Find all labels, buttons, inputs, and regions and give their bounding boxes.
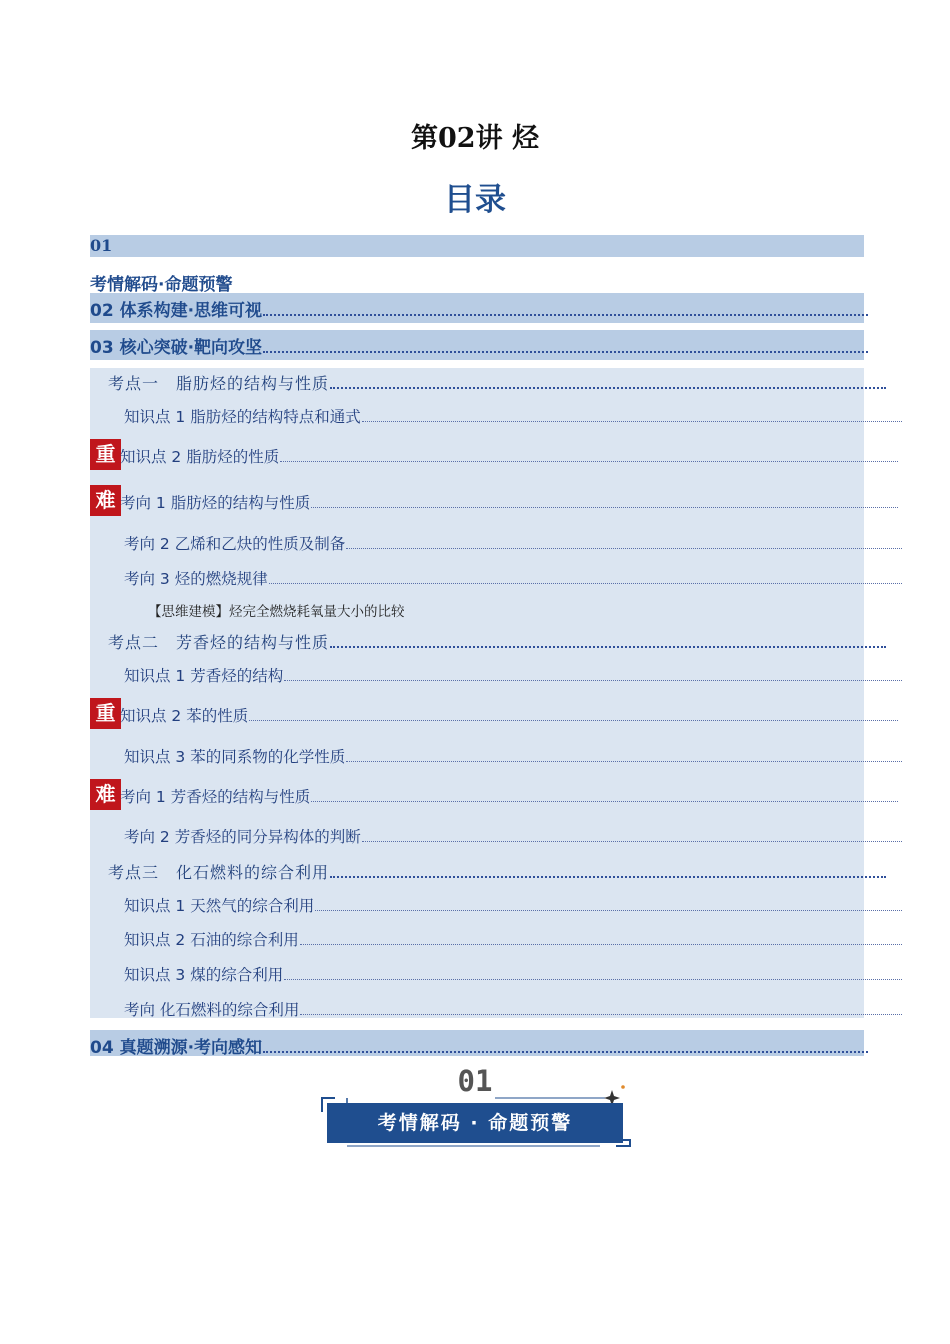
toc-kd2-zhishi-1[interactable]: 知识点 1 芳香烃的结构 (90, 664, 902, 686)
document-title: 第02讲 烃 (411, 123, 539, 154)
toc-kd2-kaoxiang-2[interactable]: 考向 2 芳香烃的同分异构体的判断 (90, 825, 902, 847)
toc-kd1-zhishi-1[interactable]: 知识点 1 脂肪烃的结构特点和通式 (90, 405, 902, 427)
toc-kd1-zhishi-2[interactable]: 知识点 2 脂肪烃的性质 (90, 445, 898, 467)
toc-kd1-kaoxiang-2[interactable]: 考向 2 乙烯和乙炔的性质及制备 (90, 532, 902, 554)
toc-entry-01-num[interactable]: 01 (90, 236, 113, 255)
toc-kd1-kaoxiang-3[interactable]: 考向 3 烃的燃烧规律 (90, 567, 902, 589)
toc-title: 目录 (444, 182, 506, 218)
toc-kd2-zhishi-2[interactable]: 知识点 2 苯的性质 (90, 704, 898, 726)
toc-kd3-zhishi-1[interactable]: 知识点 1 天然气的综合利用 (90, 894, 902, 916)
toc-kaodian-1[interactable]: 考点一 脂肪烃的结构与性质 (90, 371, 886, 394)
zhong-badge-icon: 重 (90, 698, 121, 729)
toc-kd3-kaoxiang[interactable]: 考向 化石燃料的综合利用 (90, 998, 902, 1020)
zhong-badge-icon: 重 (90, 439, 121, 470)
toc-kd2-zhishi-3[interactable]: 知识点 3 苯的同系物的化学性质 (90, 745, 902, 767)
toc-entry-04[interactable]: 04 真题溯源·考向感知 (90, 1033, 868, 1058)
toc-kd1-kaoxiang-1[interactable]: 考向 1 脂肪烃的结构与性质 (90, 491, 898, 513)
toc-kd3-zhishi-3[interactable]: 知识点 3 煤的综合利用 (90, 963, 902, 985)
toc-entry-03[interactable]: 03 核心突破·靶向攻坚 (90, 333, 868, 358)
nan-badge-icon: 难 (90, 779, 121, 810)
nan-badge-icon: 难 (90, 485, 121, 516)
section-number: 01 (457, 1064, 493, 1098)
toc-entry-02[interactable]: 02 体系构建·思维可视 (90, 296, 868, 321)
toc-entry-01-label[interactable]: 考情解码·命题预警 (90, 275, 233, 295)
toc-kd2-kaoxiang-1[interactable]: 考向 1 芳香烃的结构与性质 (90, 785, 898, 807)
toc-kaodian-2[interactable]: 考点二 芳香烃的结构与性质 (90, 630, 886, 653)
section-banner: 考情解码 · 命题预警 (327, 1103, 623, 1143)
toc-kd3-zhishi-2[interactable]: 知识点 2 石油的综合利用 (90, 928, 902, 950)
toc-kd1-siwei[interactable]: 【思维建模】烃完全燃烧耗氧量大小的比较 (148, 604, 405, 620)
toc-kaodian-3[interactable]: 考点三 化石燃料的综合利用 (90, 860, 886, 883)
